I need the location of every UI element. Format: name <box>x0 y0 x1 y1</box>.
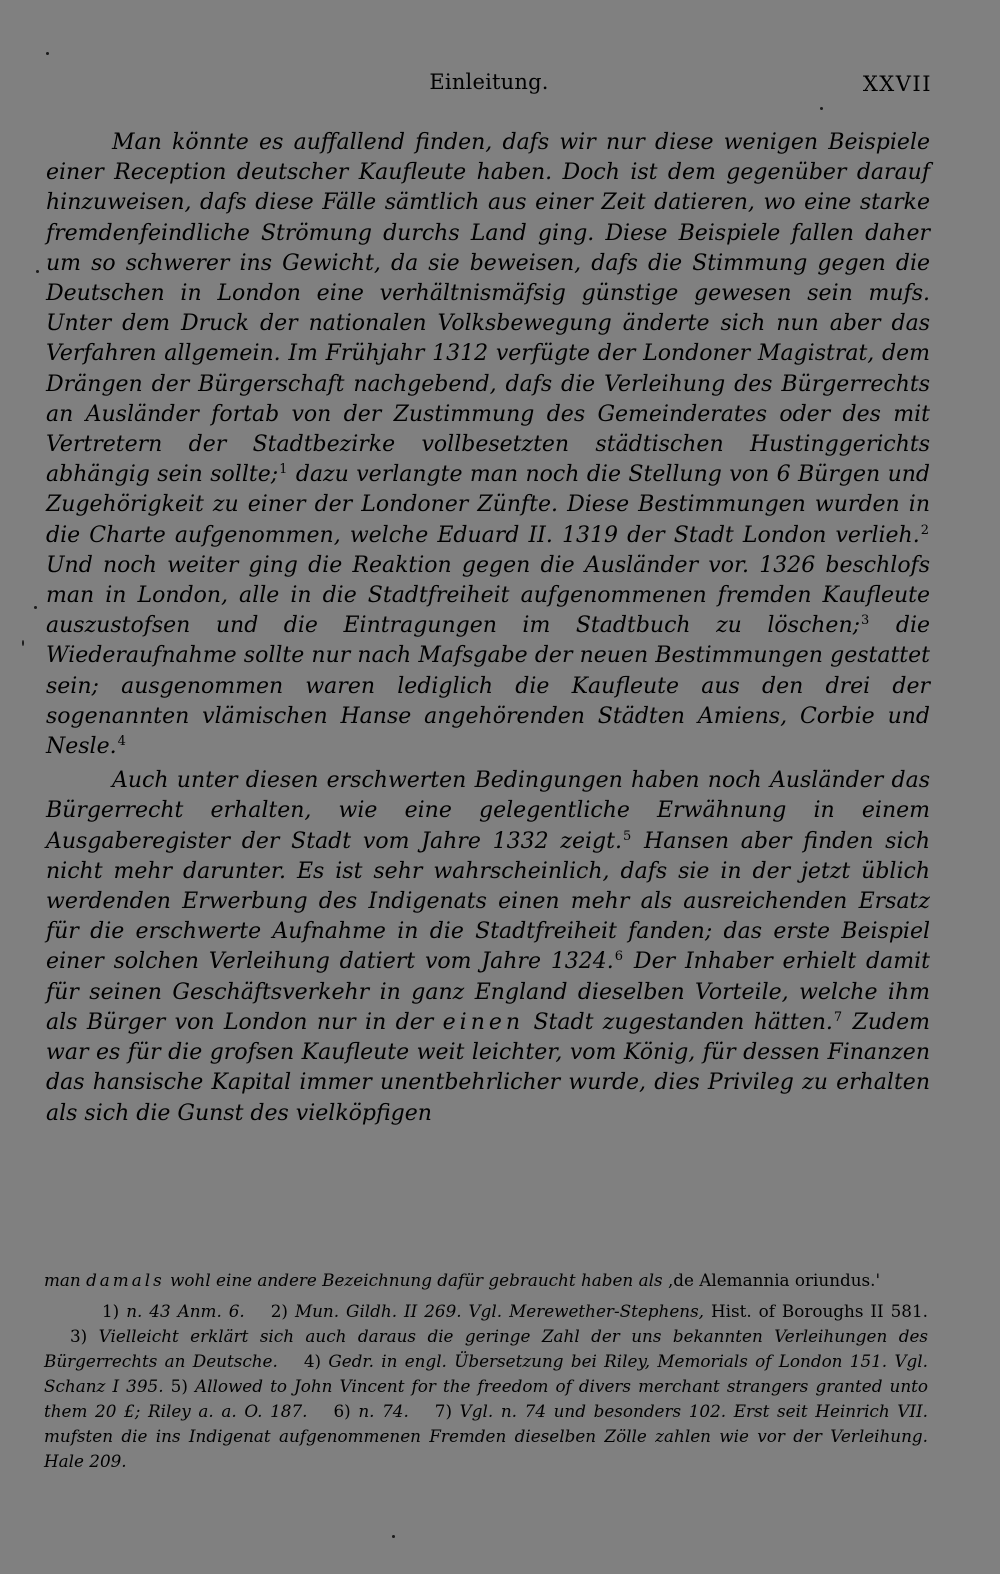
paragraph <box>46 766 930 1128</box>
text-run: man <box>44 1270 87 1290</box>
footnote-text: Mun. Gildh. II 269. Vgl. Merewether-Stephens, <box>287 1301 705 1321</box>
text-run: Auch unter diesen erschwerten Bedingungen haben noch Ausländer das Bürgerrecht erhalten, wie eine gelegentliche Erwähnung in einem Ausgaberegister der Stadt vom Jahre 1332 zeigt. <box>46 768 930 854</box>
text-run: wohl eine andere Bezeichnung dafür gebraucht haben als <box>164 1270 663 1290</box>
footnote-continuation <box>44 1268 928 1293</box>
footnote-ref: 1 <box>279 462 288 478</box>
text-run: Der Inhaber erhielt damit für seinen Geschäftsverkehr in ganz England dieselben Vorteile, welche ihm als Bürger von London nur in der <box>46 949 930 1035</box>
text-run: Und noch weiter ging die Reaktion gegen die Ausländer vor. 1326 beschlofs man in London, alle in die Stadtfreiheit aufgenommenen fremden Kaufleute auszustofsen und die Eintragungen im Stadtbuch zu löschen; <box>46 552 930 639</box>
page-number: XXVII <box>862 72 932 96</box>
footnote-text: Vielleicht erklärt sich auch daraus die geringe Zahl der uns bekannten Verleihungen des Bürgerrechts an Deutsche. <box>44 1326 928 1371</box>
footnote-list <box>44 1299 928 1474</box>
text-run: Hansen aber finden sich nicht mehr darunter. Es ist sehr wahrscheinlich, dafs sie in der jetzt üblich werdenden Erwerbung des Indigenats einen mehr als ausreichenden Ersatz für die erschwerte Aufnahme in die Stadtfreiheit fanden; das erste Beispiel einer solchen Verleihung datiert vom Jahre 1324. <box>46 828 930 975</box>
footnote-number: 5) <box>170 1376 188 1396</box>
footnote-text: Vgl. n. 74 und besonders 102. Erst seit Heinrich VII. mufsten die ins Indigenat aufgenommenen Fremden dieselben Zölle zahlen wie vor der Verleihung. Hale 209. <box>44 1401 928 1471</box>
footnote-text: Gedr. in engl. Übersetzung bei Riley, Memorials of London 151. Vgl. Schanz I 395. <box>44 1351 929 1396</box>
text-run: dazu verlangte man noch die Stellung von 6 Bürgen und Zugehörigkeit zu einer der Londoner Zünfte. Diese Bestimmungen wurden in die Charte aufgenommen, welche Eduard II. 1319 der Stadt London verlieh. <box>46 462 930 548</box>
scan-speck <box>22 640 24 646</box>
scan-speck <box>34 606 37 609</box>
footnote-ref: 4 <box>117 734 126 750</box>
footnote-number: 2) <box>270 1301 288 1321</box>
footnote-ref: 5 <box>622 828 632 844</box>
footnotes <box>44 1268 928 1474</box>
spaced-emphasis: damals <box>86 1270 165 1290</box>
main-text <box>46 128 930 1129</box>
footnote-text: n. 43 Anm. 6. <box>119 1301 245 1321</box>
running-head <box>46 70 932 102</box>
footnote-number: 4) <box>303 1351 322 1371</box>
footnote-text-roman: Hist. of Boroughs II 581. <box>704 1301 928 1321</box>
text-run: Zudem war es für die grofsen Kaufleute weit leichter, vom König, für dessen Finanzen das hansische Kapital immer unentbehrlicher wurde, dies Privileg zu erhalten als sich die Gunst des vielköpfigen <box>46 1009 930 1126</box>
paragraph <box>46 128 930 762</box>
footnote-number: 6) <box>333 1401 351 1421</box>
scan-speck <box>392 1535 395 1538</box>
footnote-number: 7) <box>434 1401 453 1421</box>
footnote-ref: 3 <box>861 613 870 629</box>
footnote-text: n. 74. <box>350 1401 409 1421</box>
text-run: Man könnte es auffallend finden, dafs wir nur diese wenigen Beispiele einer Reception deutscher Kaufleute haben. Doch ist dem gegenüber darauf hinzuweisen, dafs diese Fälle sämtlich aus einer Zeit datieren, wo eine starke fremdenfeindliche Strömung durchs Land ging. Diese Beispiele fallen daher um so schwerer ins Gewicht, da sie beweisen, dafs die Stimmung gegen die Deutschen in London eine verhältnismäfsig günstige gewesen sein mufs. Unter dem Druck der nationalen Volksbewegung änderte sich nun aber das Verfahren allgemein. Im Frühjahr 1312 verfügte der Londoner Magistrat, dem Drängen der Bürgerschaft nachgebend, dafs die Verleihung des Bürgerrechts an Ausländer fortab von der Zustimmung des Gemeinderates oder des mit Vertretern der Stadtbezirke vollbesetzten städtischen Hustinggerichts abhängig sein sollte; <box>46 130 930 488</box>
text-run: Stadt zugestanden hätten. <box>524 1009 833 1035</box>
footnote-ref: 7 <box>833 1009 843 1025</box>
scan-speck <box>36 270 39 273</box>
scan-speck <box>820 107 823 110</box>
text-run: ‚de Alemannia oriundus.' <box>662 1270 881 1290</box>
footnote-ref: 2 <box>920 522 929 538</box>
running-title: Einleitung. <box>429 70 549 94</box>
footnote-text: Allowed to John Vincent for the freedom of divers merchant strangers granted unto them 20 £; Riley a. a. O. 187. <box>44 1376 929 1421</box>
scan-speck <box>46 52 49 55</box>
footnote-number: 3) <box>70 1326 88 1346</box>
footnote-number: 1) <box>102 1301 120 1321</box>
text-run: die Wiederaufnahme sollte nur nach Mafsgabe der neuen Bestimmungen gestattet sein; ausgenommen waren lediglich die Kaufleute aus den drei der sogenannten vlämischen Hanse angehörenden Städten Amiens, Corbie und Nesle. <box>46 613 930 760</box>
spaced-emphasis: einen <box>442 1009 525 1035</box>
footnote-ref: 6 <box>614 949 624 965</box>
